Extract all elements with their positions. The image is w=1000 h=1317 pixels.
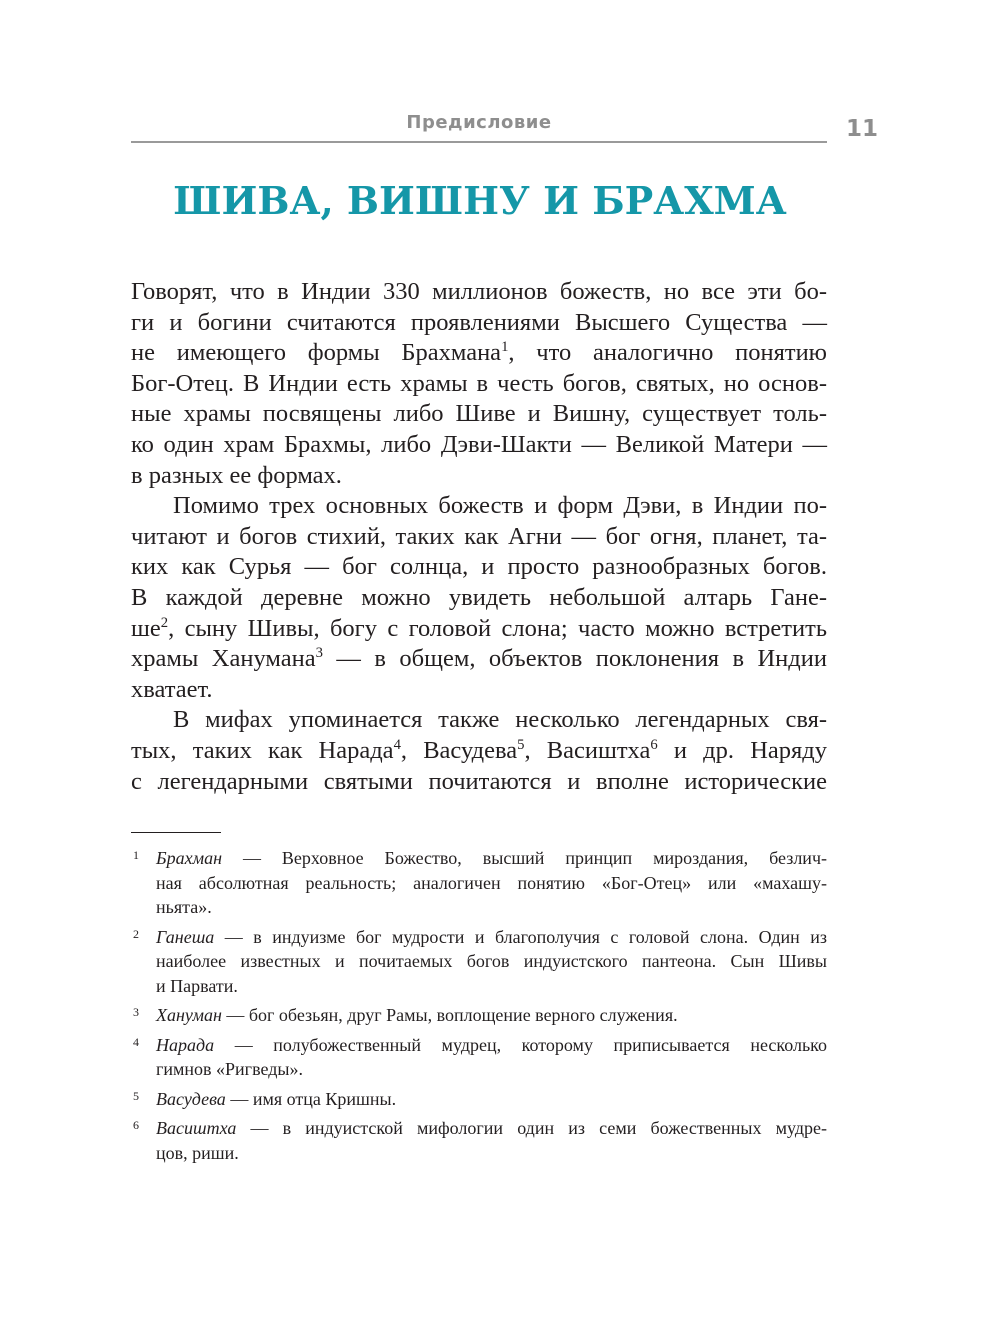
text-segment: ких как Сурья — бог солнца, и просто разнообразных богов. bbox=[131, 553, 827, 581]
text-line bbox=[131, 552, 827, 583]
footnote-text: — в индуизме бог мудрости и благополучия с головой слона. Один из bbox=[214, 926, 827, 947]
footnote bbox=[131, 1116, 827, 1165]
footnote bbox=[131, 1087, 827, 1112]
footnote-ref[interactable]: 5 bbox=[517, 737, 525, 754]
text-line bbox=[131, 277, 827, 308]
footnote-text: цов, риши. bbox=[156, 1142, 239, 1163]
footnote bbox=[131, 925, 827, 999]
footnote-number: 1 bbox=[133, 848, 139, 862]
text-line bbox=[131, 369, 827, 400]
text-line bbox=[131, 675, 827, 706]
footnote-number: 3 bbox=[133, 1005, 139, 1019]
text-segment: Помимо трех основных божеств и форм Дэви, в Индии по- bbox=[173, 492, 827, 520]
text-line bbox=[131, 614, 827, 645]
footnote-number: 5 bbox=[133, 1088, 139, 1103]
footnote-line bbox=[156, 1141, 827, 1166]
text-segment: ные храмы посвящены либо Шиве и Вишну, существует толь- bbox=[131, 400, 827, 428]
footnote bbox=[131, 846, 827, 920]
body-text bbox=[131, 277, 827, 797]
footnote-line bbox=[156, 925, 827, 950]
footnote bbox=[131, 1003, 827, 1028]
text-line bbox=[131, 644, 827, 675]
footnote-text: и Парвати. bbox=[156, 975, 238, 996]
footnote-ref[interactable]: 4 bbox=[393, 737, 401, 754]
footnote-number: 4 bbox=[133, 1034, 139, 1049]
footnote-line bbox=[156, 871, 827, 896]
footnote-ref[interactable]: 6 bbox=[650, 737, 658, 754]
text-segment: Бог-Отец. В Индии есть храмы в честь богов, святых, но основ- bbox=[131, 369, 827, 397]
footnote-text: гимнов «Ригведы». bbox=[156, 1059, 303, 1079]
paragraph bbox=[131, 277, 827, 491]
text-segment: храмы Ханумана bbox=[131, 645, 316, 673]
footnote-term: Брахман bbox=[156, 848, 223, 868]
footnote-number: 2 bbox=[133, 926, 139, 941]
text-line bbox=[131, 705, 827, 736]
footnote-number: 6 bbox=[133, 1118, 139, 1132]
footnote-text: ная абсолютная реальность; аналогичен понятию «Бог-Отец» или «махашу- bbox=[156, 872, 827, 893]
text-line bbox=[131, 767, 827, 798]
text-segment: и др. Наряду bbox=[657, 736, 827, 764]
footnote-line bbox=[156, 1087, 827, 1112]
text-segment: ше bbox=[131, 614, 161, 642]
footnote-ref[interactable]: 1 bbox=[501, 339, 509, 356]
text-segment: В мифах упоминается также несколько легендарных свя- bbox=[173, 706, 827, 734]
text-line bbox=[131, 308, 827, 339]
footnote-line bbox=[156, 974, 827, 999]
footnote-term: Васиштха bbox=[156, 1118, 237, 1138]
text-segment: не имеющего формы Брахмана bbox=[131, 339, 502, 367]
text-segment: с легендарными святыми почитаются и вполне исторические bbox=[131, 767, 827, 795]
footnote-text: — имя отца Кришны. bbox=[225, 1088, 397, 1109]
text-segment: , Васудева bbox=[400, 736, 518, 764]
text-segment: тых, таких как Нарада bbox=[131, 736, 394, 764]
text-segment: , что аналогично понятию bbox=[508, 339, 827, 367]
paragraph bbox=[131, 491, 827, 705]
text-segment: ги и богини считаются проявлениями Высшего Существа — bbox=[131, 308, 827, 336]
footnote-text: — бог обезьян, друг Рамы, воплощение верного служения. bbox=[221, 1005, 678, 1025]
footnotes bbox=[131, 846, 827, 1170]
footnote bbox=[131, 1033, 827, 1082]
footnote-line bbox=[156, 1116, 827, 1141]
text-segment: ко один храм Брахмы, либо Дэви-Шакти — Великой Матери — bbox=[131, 430, 827, 458]
footnote-line bbox=[156, 846, 827, 871]
text-line bbox=[131, 736, 827, 767]
footnote-term: Васудева bbox=[156, 1088, 226, 1109]
page-number: 11 bbox=[846, 116, 879, 142]
running-head bbox=[131, 112, 827, 143]
footnote-text: наиболее известных и почитаемых богов индуистского пантеона. Сын Шивы bbox=[156, 951, 827, 971]
footnote-text: — полубожественный мудрец, которому приписывается несколько bbox=[214, 1034, 827, 1055]
text-line bbox=[131, 491, 827, 522]
text-line bbox=[131, 430, 827, 461]
text-line bbox=[131, 583, 827, 614]
footnote-divider bbox=[131, 832, 221, 833]
chapter-title: ШИВА, ВИШНУ И БРАХМА bbox=[173, 178, 787, 223]
text-segment: , Васиштха bbox=[524, 736, 651, 764]
footnote-line bbox=[156, 1033, 827, 1058]
text-segment: хватает. bbox=[131, 675, 213, 703]
text-segment: Говорят, что в Индии 330 миллионов божеств, но все эти бо- bbox=[131, 278, 827, 305]
footnote-line bbox=[156, 1003, 827, 1028]
text-line bbox=[131, 461, 827, 492]
footnote-ref[interactable]: 2 bbox=[160, 614, 169, 631]
footnote-line bbox=[156, 1057, 827, 1082]
footnote-ref[interactable]: 3 bbox=[315, 645, 323, 662]
text-segment: В каждой деревне можно увидеть небольшой алтарь Гане- bbox=[131, 583, 827, 611]
footnote-term: Хануман bbox=[156, 1005, 222, 1025]
footnote-line bbox=[156, 895, 827, 920]
text-segment: — в общем, объектов поклонения в Индии bbox=[322, 645, 827, 673]
paragraph bbox=[131, 705, 827, 797]
text-line bbox=[131, 399, 827, 430]
footnote-text: ньята». bbox=[156, 897, 212, 917]
text-line bbox=[131, 338, 827, 369]
footnote-term: Ганеша bbox=[156, 926, 215, 947]
footnote-text: — Верховное Божество, высший принцип мироздания, безлич- bbox=[222, 848, 827, 868]
footnote-line bbox=[156, 949, 827, 974]
footnote-term: Нарада bbox=[156, 1034, 215, 1055]
running-title: Предисловие bbox=[406, 112, 552, 133]
text-line bbox=[131, 522, 827, 553]
text-segment: в разных ее формах. bbox=[131, 461, 342, 489]
text-segment: читают и богов стихий, таких как Агни — бог огня, планет, та- bbox=[131, 522, 827, 550]
footnote-text: — в индуистской мифологии один из семи божественных мудре- bbox=[236, 1118, 827, 1138]
text-segment: , сыну Шивы, богу с головой слона; часто можно встретить bbox=[168, 614, 827, 642]
